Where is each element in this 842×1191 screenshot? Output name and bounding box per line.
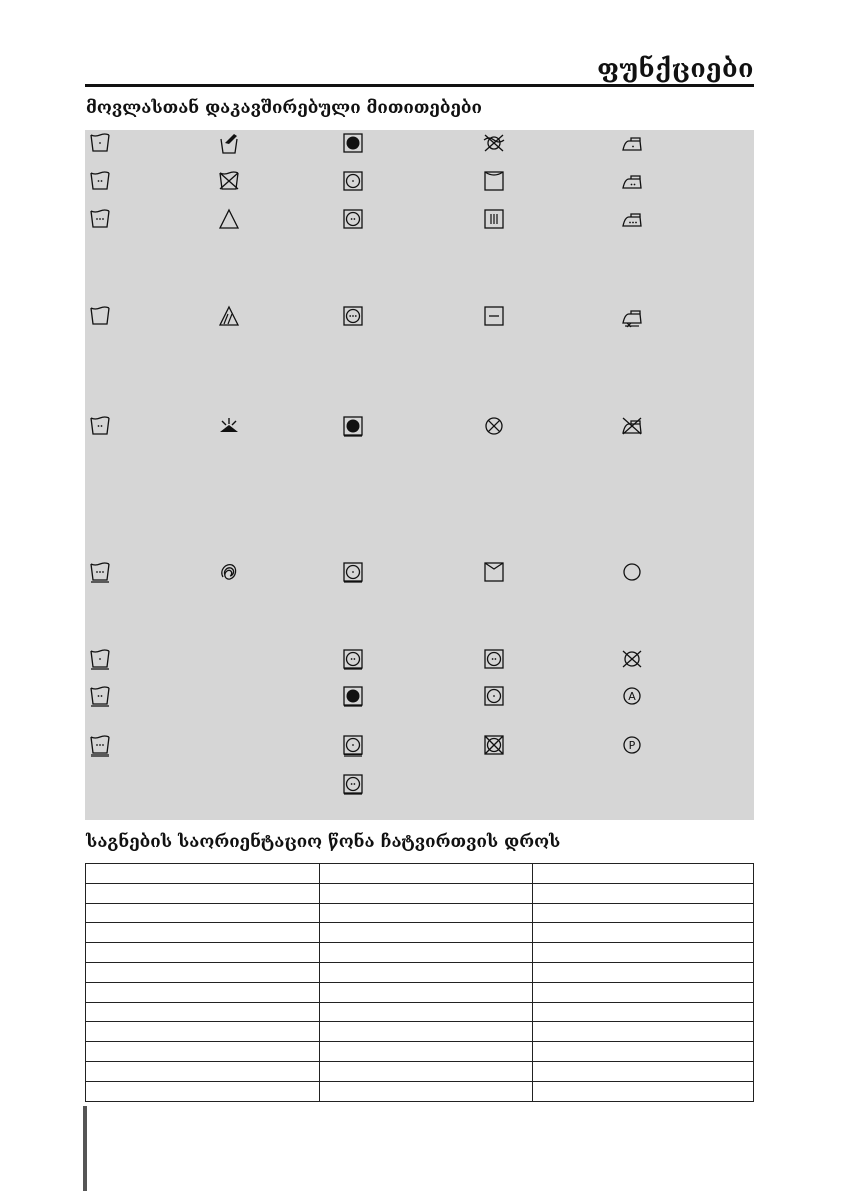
drip-dry-tag-icon	[482, 560, 506, 584]
table-cell	[533, 1022, 754, 1042]
weight-section-title: საგნების საორიენტაციო წონა ჩატვირთვის დროს	[86, 832, 561, 852]
svg-text:A: A	[628, 690, 636, 703]
tumble-dry-dot-line-icon	[341, 560, 365, 584]
table-cell	[86, 1061, 320, 1081]
table-cell	[320, 923, 533, 943]
washtub-3-dot-line-icon	[88, 560, 112, 584]
table-row	[86, 1022, 754, 1042]
washtub-3-dot-icon	[88, 207, 112, 231]
washtub-2-dot-line-icon	[88, 684, 112, 708]
table-cell	[320, 943, 533, 963]
table-cell	[320, 1022, 533, 1042]
iron-3-dot-icon	[620, 207, 644, 231]
table-row	[86, 943, 754, 963]
table-cell	[533, 1042, 754, 1062]
tumble-dry-black-icon	[341, 131, 365, 155]
table-cell	[533, 1081, 754, 1101]
table-row	[86, 1081, 754, 1101]
table-cell	[86, 903, 320, 923]
table-cell	[533, 943, 754, 963]
table-cell	[320, 1081, 533, 1101]
table-cell	[320, 1002, 533, 1022]
table-cell	[86, 1022, 320, 1042]
table-cell	[86, 923, 320, 943]
washtub-2-dot-gentle-icon	[88, 414, 112, 438]
table-cell	[533, 982, 754, 1002]
hand-wash-icon	[217, 131, 241, 155]
washtub-3-dot-2-line-icon	[88, 733, 112, 757]
table-cell	[533, 903, 754, 923]
dry-flat-icon	[482, 304, 506, 328]
care-section-title: მოვლასთან დაკავშირებული მითითებები	[86, 98, 482, 118]
table-cell	[533, 883, 754, 903]
tumble-dry-dot-2-line-icon	[341, 733, 365, 757]
table-cell	[320, 903, 533, 923]
washtub-dot-line-icon	[88, 647, 112, 671]
iron-2-dot-icon	[620, 169, 644, 193]
table-row	[86, 923, 754, 943]
table-cell	[320, 1061, 533, 1081]
table-cell	[86, 1081, 320, 1101]
tumble-dry-2-dot-icon	[341, 207, 365, 231]
do-not-iron-icon	[620, 414, 644, 438]
care-symbols-panel	[85, 130, 754, 820]
tumble-dry-2-dot-base-icon	[341, 772, 365, 796]
tumble-dry-1-dot-icon	[341, 169, 365, 193]
table-cell	[320, 883, 533, 903]
table-cell	[533, 1002, 754, 1022]
drip-dry-icon	[482, 207, 506, 231]
dry-clean-icon	[620, 560, 644, 584]
page-header-title: ფუნქციები	[597, 54, 754, 83]
table-row	[86, 883, 754, 903]
table-row	[86, 982, 754, 1002]
wool-mark-icon	[217, 560, 241, 584]
table-cell	[86, 1002, 320, 1022]
table-cell	[86, 1042, 320, 1062]
do-not-wash-crossed-icon	[217, 169, 241, 193]
table-cell	[320, 864, 533, 884]
table-cell	[320, 1042, 533, 1062]
table-row	[86, 1042, 754, 1062]
table-cell	[533, 1061, 754, 1081]
tumble-dry-1-dot-small-icon	[482, 684, 506, 708]
svg-text:P: P	[628, 739, 636, 752]
do-not-tumble-dry-icon	[482, 414, 506, 438]
bleach-triangle-icon	[217, 207, 241, 231]
table-cell	[533, 962, 754, 982]
tumble-dry-black-line-icon	[341, 414, 365, 438]
table-cell	[86, 962, 320, 982]
tumble-dry-2-dot-line-icon	[341, 647, 365, 671]
table-row	[86, 962, 754, 982]
non-chlorine-bleach-icon	[217, 304, 241, 328]
do-not-wring-icon	[482, 131, 506, 155]
steam-iron-icon	[620, 304, 644, 328]
table-cell	[86, 943, 320, 963]
table-cell	[86, 883, 320, 903]
do-not-dry-clean-icon	[620, 647, 644, 671]
table-row	[86, 864, 754, 884]
tumble-dry-black-base-icon	[341, 684, 365, 708]
table-cell	[86, 982, 320, 1002]
table-cell	[533, 864, 754, 884]
washtub-1-dot-icon	[88, 131, 112, 155]
tumble-dry-3-dot-icon	[341, 304, 365, 328]
table-cell	[533, 923, 754, 943]
weight-table	[85, 863, 754, 1102]
tumble-dry-2-dot-small-icon	[482, 647, 506, 671]
table-row	[86, 1002, 754, 1022]
page-side-bar	[83, 1106, 87, 1191]
table-cell	[320, 962, 533, 982]
table-cell	[320, 982, 533, 1002]
table-row	[86, 903, 754, 923]
dry-clean-p-icon	[620, 733, 644, 757]
table-row	[86, 1061, 754, 1081]
iron-1-dot-icon	[620, 131, 644, 155]
do-not-tumble-dry-small-icon	[482, 733, 506, 757]
dry-in-sun-icon	[217, 414, 241, 438]
dry-clean-a-icon	[620, 684, 644, 708]
washtub-2-dot-icon	[88, 169, 112, 193]
line-dry-icon	[482, 169, 506, 193]
washtub-plain-icon	[88, 304, 112, 328]
table-cell	[86, 864, 320, 884]
header-rule	[85, 84, 754, 87]
